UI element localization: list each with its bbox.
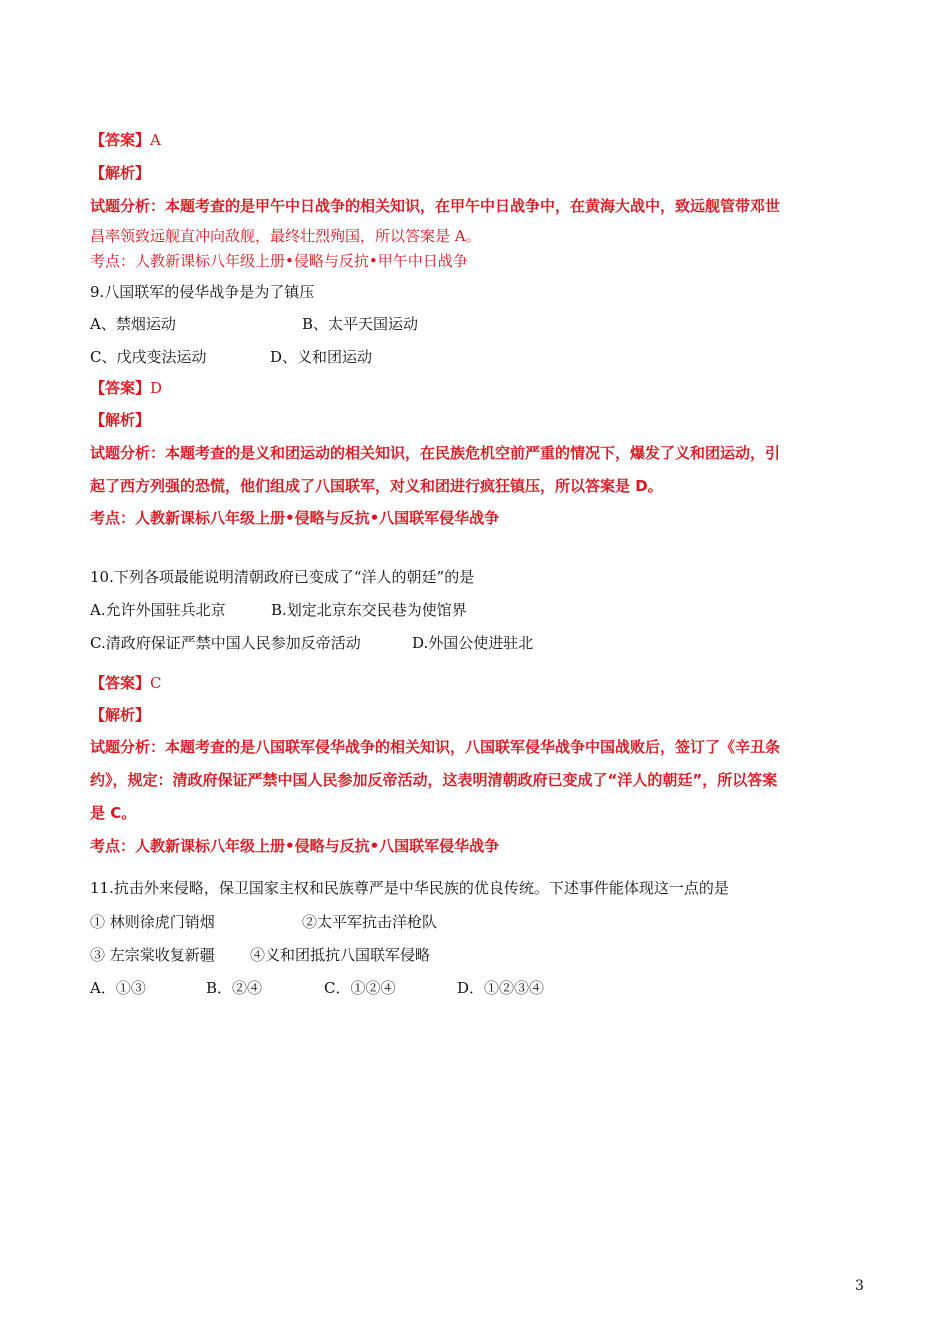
q11-option-a: A．①③ — [90, 979, 146, 997]
q11-question: 11.抗击外来侵略，保卫国家主权和民族尊严是中华民族的优良传统。下述事件能体现这一点的是 — [90, 879, 729, 897]
q9-option-b: B、太平天国运动 — [302, 315, 419, 333]
q8-analysis-line2: 昌率领致远舰直冲向敌舰，最终壮烈殉国，所以答案是 A。 — [90, 227, 481, 245]
q8-point: 考点：人教新课标八年级上册•侵略与反抗•甲午中日战争 — [90, 252, 468, 270]
q9-analysis-line2: 起了西方列强的恐慌，他们组成了八国联军，对义和团进行疯狂镇压，所以答案是 D。 — [90, 477, 663, 495]
q11-item-1: ① 林则徐虎门销烟 — [90, 913, 215, 931]
q11-options — [90, 978, 544, 998]
answer-tag: 【答案】 — [90, 131, 151, 149]
q9-options-row1 — [90, 314, 418, 334]
q9-option-a: A、禁烟运动 — [90, 315, 176, 333]
q11-items-row2 — [90, 945, 430, 965]
q11-option-c: C．①②④ — [324, 979, 396, 997]
q10-option-d: D.外国公使进驻北 — [412, 634, 534, 652]
q10-point: 考点：人教新课标八年级上册•侵略与反抗•八国联军侵华战争 — [90, 837, 500, 855]
q9-point: 考点：人教新课标八年级上册•侵略与反抗•八国联军侵华战争 — [90, 509, 500, 527]
q10-answer — [90, 673, 162, 693]
q9-question: 9.八国联军的侵华战争是为了镇压 — [90, 283, 315, 301]
q10-option-c: C.清政府保证严禁中国人民参加反帝活动 — [90, 634, 361, 652]
q10-question: 10.下列各项最能说明清朝政府已变成了“洋人的朝廷”的是 — [90, 568, 475, 586]
q8-analysis-line1: 试题分析：本题考查的是甲午中日战争的相关知识，在甲午中日战争中，在黄海大战中，致远舰管带邓世 — [90, 197, 781, 215]
q11-option-b: B．②④ — [206, 979, 263, 997]
answer-tag: 【答案】 — [90, 674, 151, 692]
q11-item-2: ②太平军抗击洋枪队 — [302, 913, 438, 931]
q9-analysis-line1: 试题分析：本题考查的是义和团运动的相关知识，在民族危机空前严重的情况下，爆发了义和团运动，引 — [90, 444, 781, 462]
q8-answer — [90, 130, 161, 150]
q10-options-row1 — [90, 600, 467, 620]
q10-analysis-tag: 【解析】 — [90, 706, 151, 724]
q9-answer — [90, 378, 162, 398]
q10-option-a: A.允许外国驻兵北京 — [90, 601, 226, 619]
q9-options-row2 — [90, 347, 372, 367]
answer-tag: 【答案】 — [90, 379, 151, 397]
answer-value: D — [150, 379, 163, 397]
q9-option-d: D、义和团运动 — [270, 348, 373, 366]
q10-option-b: B.划定北京东交民巷为使馆界 — [271, 601, 467, 619]
q10-analysis-line1: 试题分析：本题考查的是八国联军侵华战争的相关知识，八国联军侵华战争中国战败后，签订了《辛丑条 — [90, 738, 781, 756]
q8-analysis-tag: 【解析】 — [90, 164, 151, 182]
answer-value: A — [150, 131, 161, 149]
q11-items-row1 — [90, 912, 437, 932]
q11-option-d: D．①②③④ — [457, 979, 545, 997]
q11-item-3: ③ 左宗棠收复新疆 — [90, 946, 215, 964]
q10-options-row2 — [90, 633, 533, 653]
page-number: 3 — [855, 1278, 864, 1294]
q9-analysis-tag: 【解析】 — [90, 411, 151, 429]
q11-item-4: ④义和团抵抗八国联军侵略 — [250, 946, 431, 964]
q9-option-c: C、戊戌变法运动 — [90, 348, 207, 366]
q10-analysis-line2: 约》，规定：清政府保证严禁中国人民参加反帝活动，这表明清朝政府已变成了“洋人的朝廷”，所以答案 — [90, 771, 778, 789]
q10-analysis-line3: 是 C。 — [90, 804, 137, 822]
answer-value: C — [150, 674, 162, 692]
